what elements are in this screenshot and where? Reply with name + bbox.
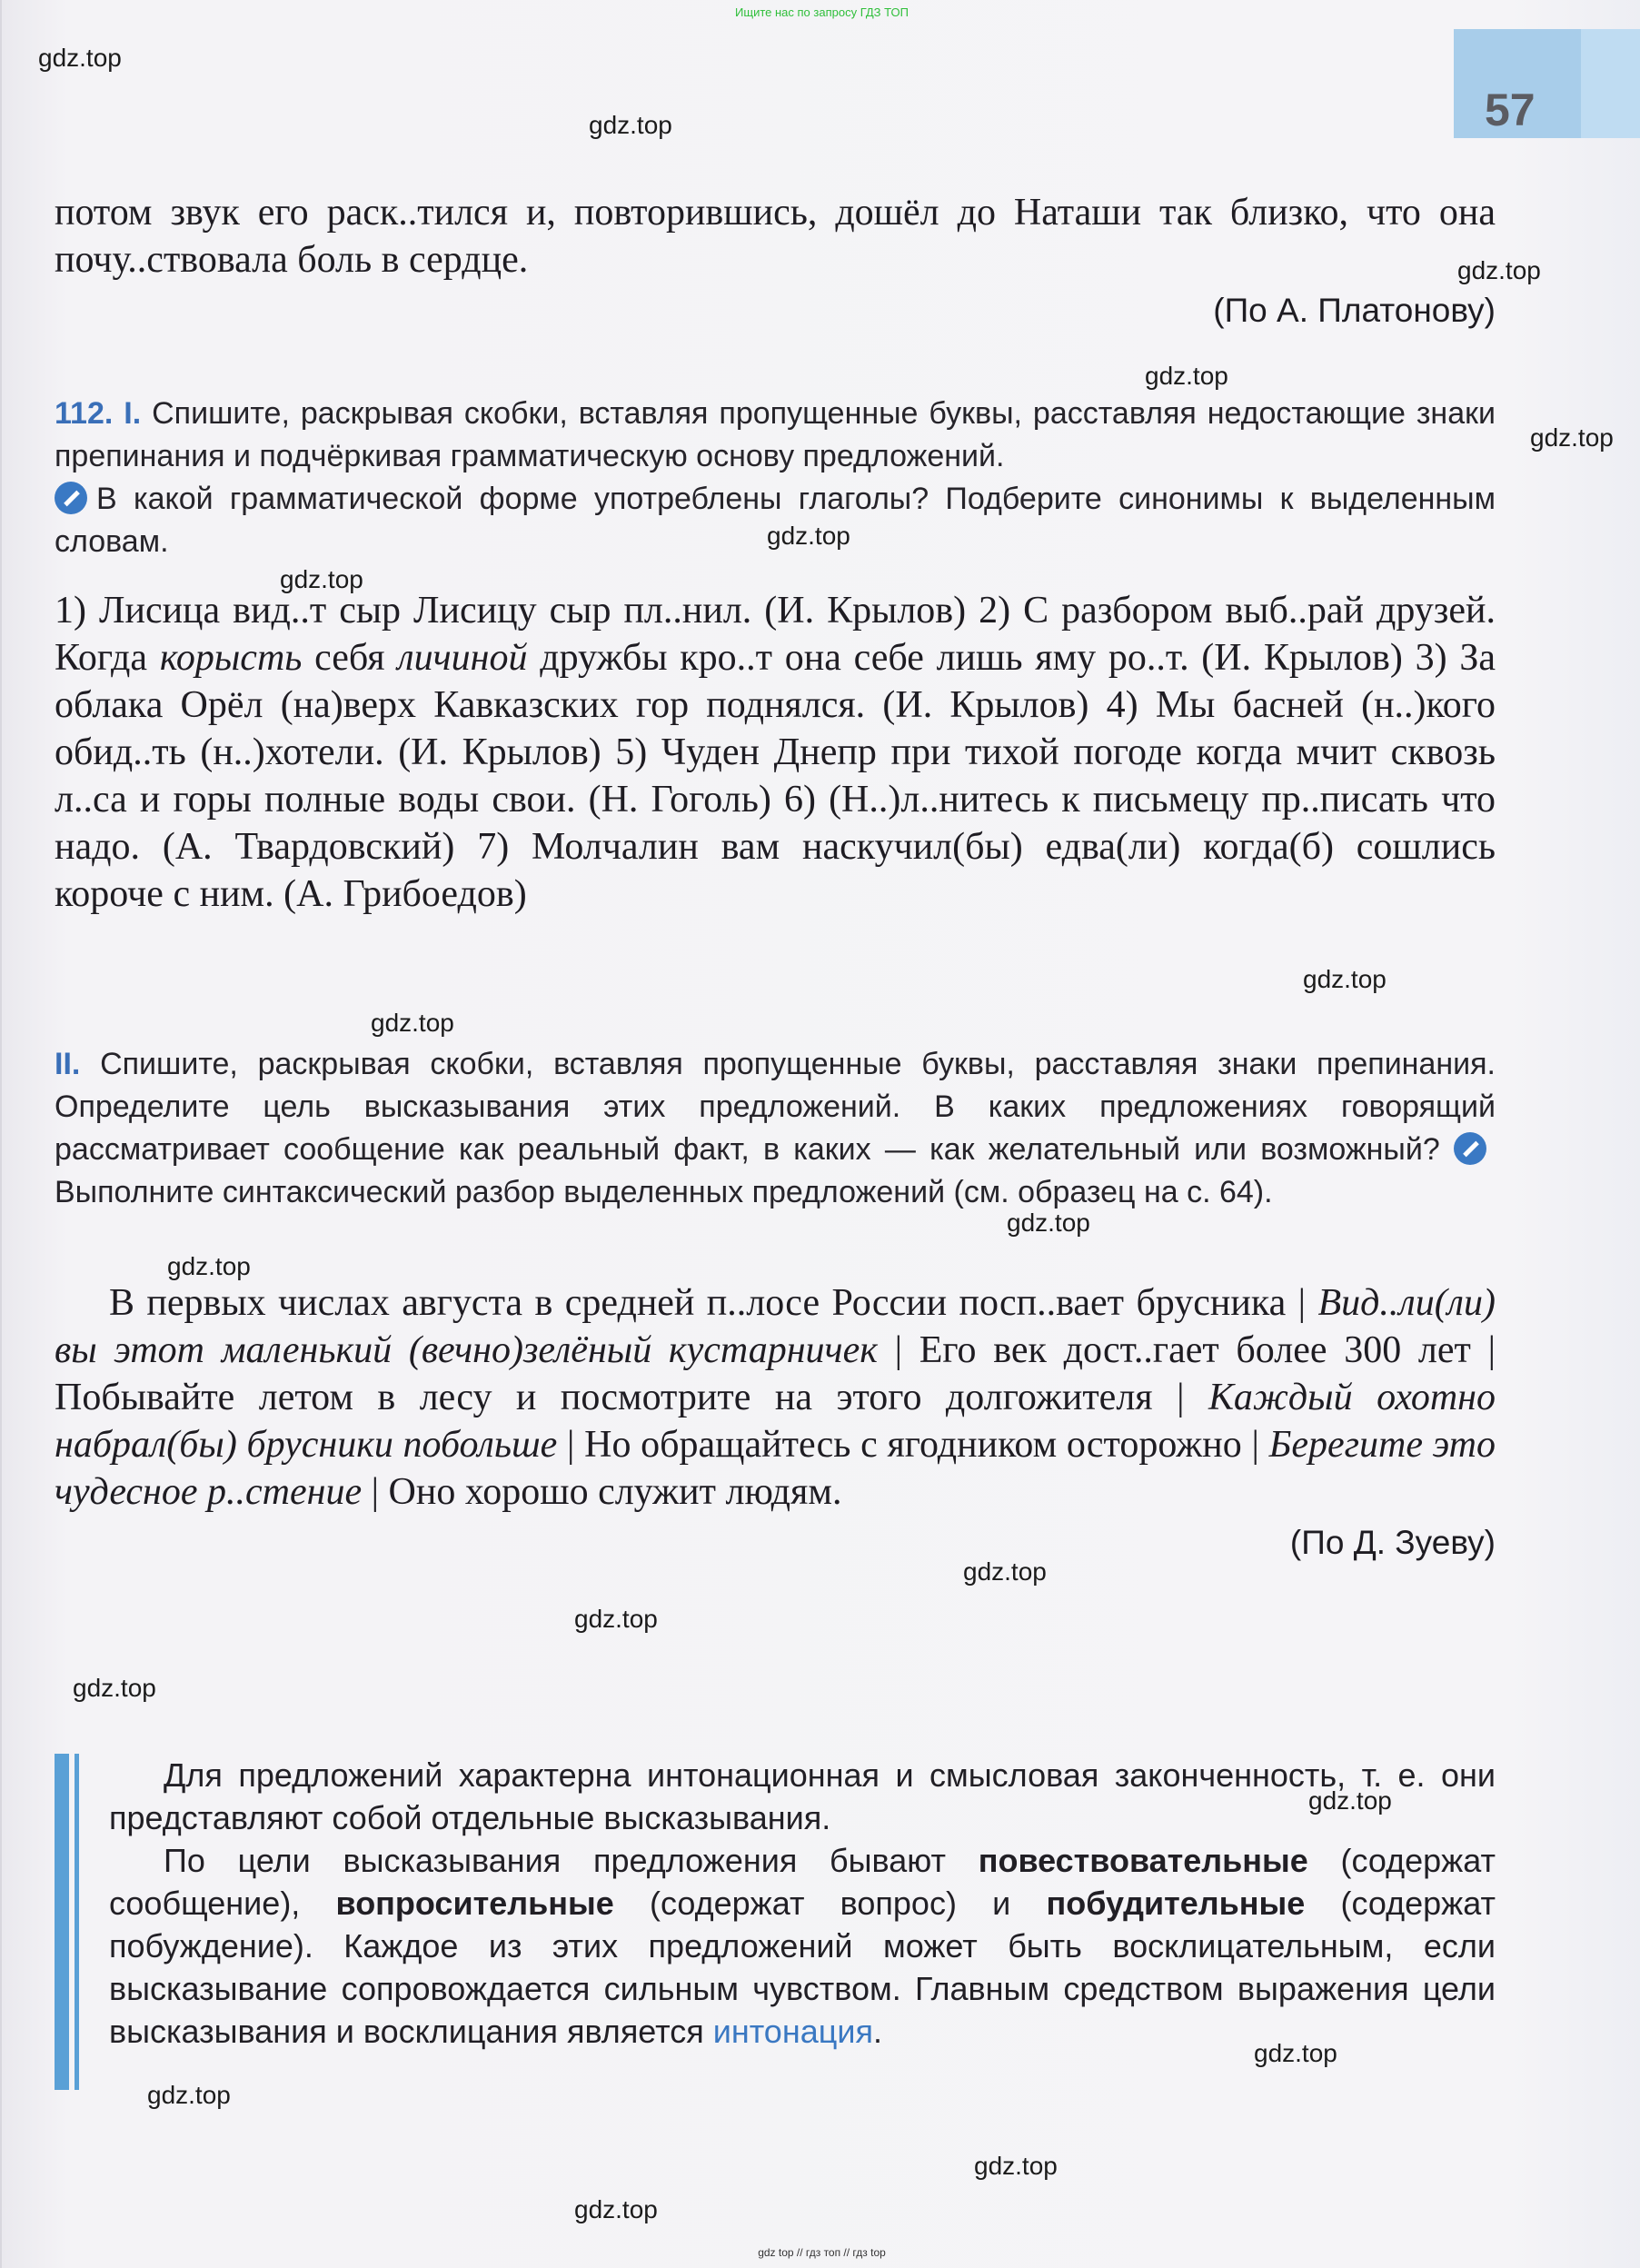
rule-paragraph-2 (109, 1839, 1496, 2053)
task-text: Спишите, раскрывая скобки, вставляя пропущенные буквы, расставляя знаки препинания. Определите цель высказывания этих предложений. В каких предложениях говорящий рассматривает сообщение как реальный факт, в каких — как желательный или возможный? (55, 1047, 1496, 1167)
rule-bar-thin (75, 1754, 79, 2090)
rule-text-part: . (872, 2013, 882, 2050)
watermark: gdz.top (1145, 362, 1228, 390)
watermark: gdz.top (167, 1252, 251, 1280)
rule-bar (55, 1754, 69, 2090)
watermark: gdz.top (371, 1009, 454, 1037)
ex112-part2-passage (55, 1279, 1496, 1567)
sentence-text: себя (314, 637, 385, 679)
watermark: gdz.top (963, 1557, 1047, 1586)
rule-text-part: По цели высказывания предложения бывают (164, 1842, 946, 1879)
page-corner-tab (1454, 29, 1640, 138)
rule-text-part: (содержат вопрос) и (649, 1885, 1011, 1922)
intro-attribution: (По А. Платонову) (1213, 292, 1496, 329)
rule-term-intonation: интонация (712, 2013, 873, 2050)
part-label: I. (124, 396, 142, 431)
watermark: gdz.top (589, 111, 672, 139)
watermark: gdz.top (767, 522, 850, 550)
rule-text-part: (содержат сообщение), (109, 1842, 1496, 1922)
watermark: gdz.top (1308, 1786, 1392, 1815)
passage-attribution: (По Д. Зуеву) (1289, 1524, 1496, 1561)
sentence-text: В первых числах августа в средней п..лосе России посп..вает брусника | (109, 1282, 1307, 1324)
watermark: gdz.top (574, 1605, 658, 1633)
rule-text-part: (содержат побуждение). Каждое из этих предложений может быть восклицательным, если высказывание сопровождается сильным чувством. Главным средством выражения цели высказывания и восклицания является (109, 1885, 1496, 2050)
sentence-text: 1) Лисица вид..т сыр Лисицу сыр пл..нил. (И. Крылов) 2) С разбором выб..рай друзей. Когда (55, 590, 1496, 679)
rule-box (55, 1754, 1496, 2090)
watermark: gdz.top (38, 44, 122, 72)
task-text: Спишите, раскрывая скобки, вставляя пропущенные буквы, расставляя недостающие знаки препинания и подчёркивая грамматическую основу предложений. (55, 396, 1496, 473)
watermark: gdz.top (280, 565, 363, 593)
page-number: 57 (1485, 85, 1536, 135)
highlighted-sentence: Каждый охотно набрал(бы) брусники побольше (55, 1377, 1496, 1466)
watermark: gdz.top (1303, 965, 1387, 993)
watermark: gdz.top (1254, 2039, 1337, 2067)
task-text-2: В какой грамматической форме употреблены глаголы? Подберите синонимы к выделенным словам. (55, 482, 1496, 559)
sentence-text: | Его век дост..гает более 300 лет | Побывайте летом в лесу и посмотрите на этого долгожителя | (55, 1329, 1496, 1418)
watermark: gdz.top (1530, 423, 1614, 452)
watermark: gdz.top (574, 2195, 658, 2223)
highlighted-word: корысть (159, 637, 303, 679)
part-label: II. (55, 1047, 81, 1081)
watermark: gdz.top (1457, 256, 1541, 284)
rule-term: вопросительные (335, 1885, 614, 1922)
watermark: gdz.top (73, 1674, 156, 1702)
sentence-text: дружбы кро..т она себе лишь яму ро..т. (И. Крылов) 3) За облака Орёл (на)верх Кавказских гор поднялся. (И. Крылов) 4) Мы басней (н..)кого обид..ть (н..)хотели. (И. Крылов) 5) Чуден Днепр при тихой погоде когда мчит сквозь л..са и горы полные воды свои. (Н. Гоголь) 6) (Н..)л..нитесь к письмецу пр..писать что надо. (А. Твардовский) 7) Молчалин вам наскучил(бы) едва(ли) когда(б) сошлись короче с ним. (А. Грибоедов) (55, 637, 1496, 915)
highlighted-sentence: Вид..ли(ли) вы этот маленький (вечно)зелёный кустарничек (55, 1282, 1496, 1371)
exercise-number: 112. (55, 396, 114, 431)
bottom-banner: gdz top // гдз топ // гдз top (758, 2246, 886, 2259)
pencil-icon (55, 482, 87, 514)
rule-term: побудительные (1046, 1885, 1306, 1922)
highlighted-word: личиной (397, 637, 528, 679)
rule-text (109, 1754, 1496, 2053)
rule-paragraph-1: Для предложений характерна интонационная и смысловая законченность, т. е. они представляют собой отдельные высказывания. (109, 1756, 1496, 1836)
watermark: gdz.top (147, 2081, 231, 2109)
highlighted-sentence: Берегите это чудесное р..стение (55, 1424, 1496, 1513)
sentence-text: | Но обращайтесь с ягодником осторожно | (567, 1424, 1259, 1466)
rule-term: повествовательные (978, 1842, 1308, 1879)
ex112-part1-sentences (55, 587, 1496, 918)
watermark: gdz.top (1007, 1209, 1090, 1237)
ex112-part2-task (55, 1043, 1496, 1214)
intro-passage (55, 189, 1496, 334)
ex112-part1-task (55, 393, 1496, 563)
watermark: gdz.top (974, 2152, 1058, 2180)
pencil-icon (1454, 1132, 1486, 1165)
top-banner: Ищите нас по запросу ГДЗ ТОП (735, 5, 909, 19)
task-text-2: Выполните синтаксический разбор выделенных предложений (см. образец на с. 64). (55, 1175, 1273, 1209)
sentence-text: | Оно хорошо служит людям. (371, 1471, 842, 1513)
intro-text: потом звук его раск..тился и, повторившись, дошёл до Наташи так близко, что она почу..ствовала боль в сердце. (55, 192, 1496, 281)
